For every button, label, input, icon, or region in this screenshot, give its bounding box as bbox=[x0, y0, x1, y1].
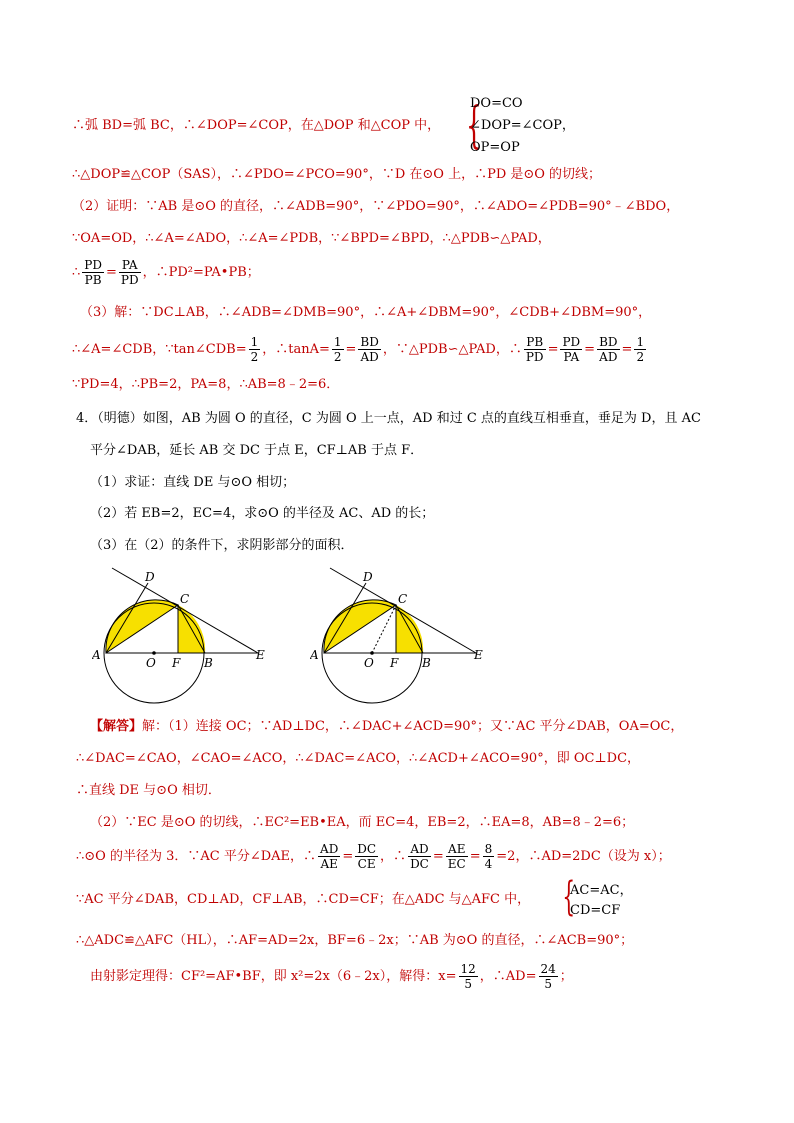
geometry-figure-left bbox=[92, 565, 282, 705]
label-o: O bbox=[146, 656, 156, 670]
svg-text:F: F bbox=[390, 656, 399, 670]
equals: = bbox=[105, 265, 117, 280]
sol-line-2: ∴△DOP≌△COP（SAS），∴∠PDO=∠PCO=90°，∵D 在⊙O 上，∴PD 是⊙O 的切线； bbox=[72, 167, 602, 182]
brace-2: { bbox=[562, 874, 576, 920]
answer-line-7: ∴△ADC≌△AFC（HL），∴AF=AD=2x，BF=6﹣2x；∵AB 为⊙O 的直径，∴∠ACB=90°； bbox=[76, 933, 634, 948]
text: ，∴PD²=PA•PB； bbox=[142, 265, 260, 280]
svg-text:O: O bbox=[364, 656, 374, 670]
label-d: D bbox=[145, 570, 155, 584]
sol3-line-1: （3）解：∵DC⊥AB，∴∠ADB=∠DMB=90°，∴∠A+∠DBM=90°，∠CDB+∠DBM=90°， bbox=[80, 305, 652, 320]
label-e: E bbox=[256, 648, 265, 662]
sol3-line-3: ∵PD=4，∴PB=2，PA=8，∴AB=8﹣2=6． bbox=[72, 377, 340, 392]
sol3-line-2: ∴∠A=∠CDB，∵tan∠CDB= $\frac{1}{2}$ ，∴tanA= $\frac{1}{2}$ = $\frac{BD}{AD}$ ，∵△PDB∽△PAD，∴ $\frac{PB}{PD}$ = $\frac{PD}{PA}$ = $\frac{BD}{AD}$ = $\frac{1}{2}$ bbox=[72, 335, 645, 364]
question-4-line-2: 平分∠DAB，延长 AB 交 DC 于点 E，CF⊥AB 于点 F． bbox=[90, 443, 424, 458]
answer-tag: 【解答】 bbox=[90, 719, 143, 734]
label-f: F bbox=[172, 656, 181, 670]
question-4-part-3: （3）在（2）的条件下，求阴影部分的面积． bbox=[90, 538, 354, 553]
answer-line-2: ∴∠DAC=∠CAO，∠CAO=∠ACO，∴∠DAC=∠ACO，∴∠ACD+∠ACO=90°，即 OC⊥DC， bbox=[76, 751, 641, 766]
system-eq-3: OP=OP bbox=[470, 140, 520, 155]
question-4-part-1: （1）求证：直线 DE 与⊙O 相切； bbox=[90, 475, 296, 490]
answer-line-5: ∴⊙O 的半径为 3．∵AC 平分∠DAE，∴ $\frac{AD}{AE}$ = $\frac{DC}{CE}$ ，∴ $\frac{AD}{DC}$ = $\frac{AE}{EC}$ = $\frac{8}{4}$ =2，∴AD=2DC（设为 x）； bbox=[76, 842, 671, 871]
question-4-part-2: （2）若 EB=2，EC=4，求⊙O 的半径及 AC、AD 的长； bbox=[90, 506, 435, 521]
sol-line-1: ∴弧 BD=弧 BC，∴∠DOP=∠COP，在△DOP 和△COP 中， bbox=[72, 118, 441, 133]
fraction: $\frac{PA}{PD}$ bbox=[120, 258, 139, 287]
answer-line-6: ∵AC 平分∠DAB，CD⊥AD，CF⊥AB，∴CD=CF；在△ADC 与△AFC 中， bbox=[76, 892, 531, 907]
svg-text:A: A bbox=[310, 648, 319, 662]
label-b: B bbox=[204, 656, 213, 670]
svg-text:B: B bbox=[422, 656, 431, 670]
label-c: C bbox=[180, 592, 190, 606]
svg-text:C: C bbox=[398, 592, 408, 606]
system-eq-1: DO=CO bbox=[470, 96, 523, 111]
text: ∴ bbox=[72, 265, 81, 280]
sol2-line-3 bbox=[72, 258, 260, 287]
answer-line-4: （2）∵EC 是⊙O 的切线，∴EC²=EB•EA，而 EC=4，EB=2，∴EA=8，AB=8﹣2=6； bbox=[90, 815, 635, 830]
svg-text:D: D bbox=[363, 570, 373, 584]
brace: { bbox=[465, 96, 482, 154]
geometry-figure-right bbox=[310, 565, 500, 705]
question-4-line-1: 4．（明德）如图，AB 为圆 O 的直径，C 为圆 O 上一点，AD 和过 C 点的直线互相垂直，垂足为 D，且 AC bbox=[76, 411, 701, 426]
system-eq-2: ∠DOP=∠COP， bbox=[470, 118, 575, 133]
answer-line-3: ∴直线 DE 与⊙O 相切． bbox=[76, 783, 221, 798]
system2-eq-2: CD=CF bbox=[570, 903, 621, 918]
svg-text:E: E bbox=[474, 648, 483, 662]
system2-eq-1: AC=AC， bbox=[570, 883, 633, 898]
sol2-line-1: （2）证明：∵AB 是⊙O 的直径，∴∠ADB=90°，∵∠PDO=90°，∴∠ADO=∠PDB=90°﹣∠BDO， bbox=[72, 199, 680, 214]
answer-line-1: 【解答】解：（1）连接 OC；∵AD⊥DC，∴∠DAC+∠ACD=90°；又∵AC 平分∠DAB，OA=OC， bbox=[90, 719, 684, 734]
answer-line-8: 由射影定理得：CF²=AF•BF，即 x²=2x（6﹣2x），解得：x= $\frac{12}{5}$ ，∴AD= $\frac{24}{5}$ ； bbox=[90, 962, 573, 991]
label-a: A bbox=[92, 648, 101, 662]
fraction: $\frac{PD}{PB}$ bbox=[84, 258, 102, 287]
sol2-line-2: ∵OA=OD，∴∠A=∠ADO，∴∠A=∠PDB，∵∠BPD=∠BPD，∴△PDB∽△PAD， bbox=[72, 231, 551, 246]
